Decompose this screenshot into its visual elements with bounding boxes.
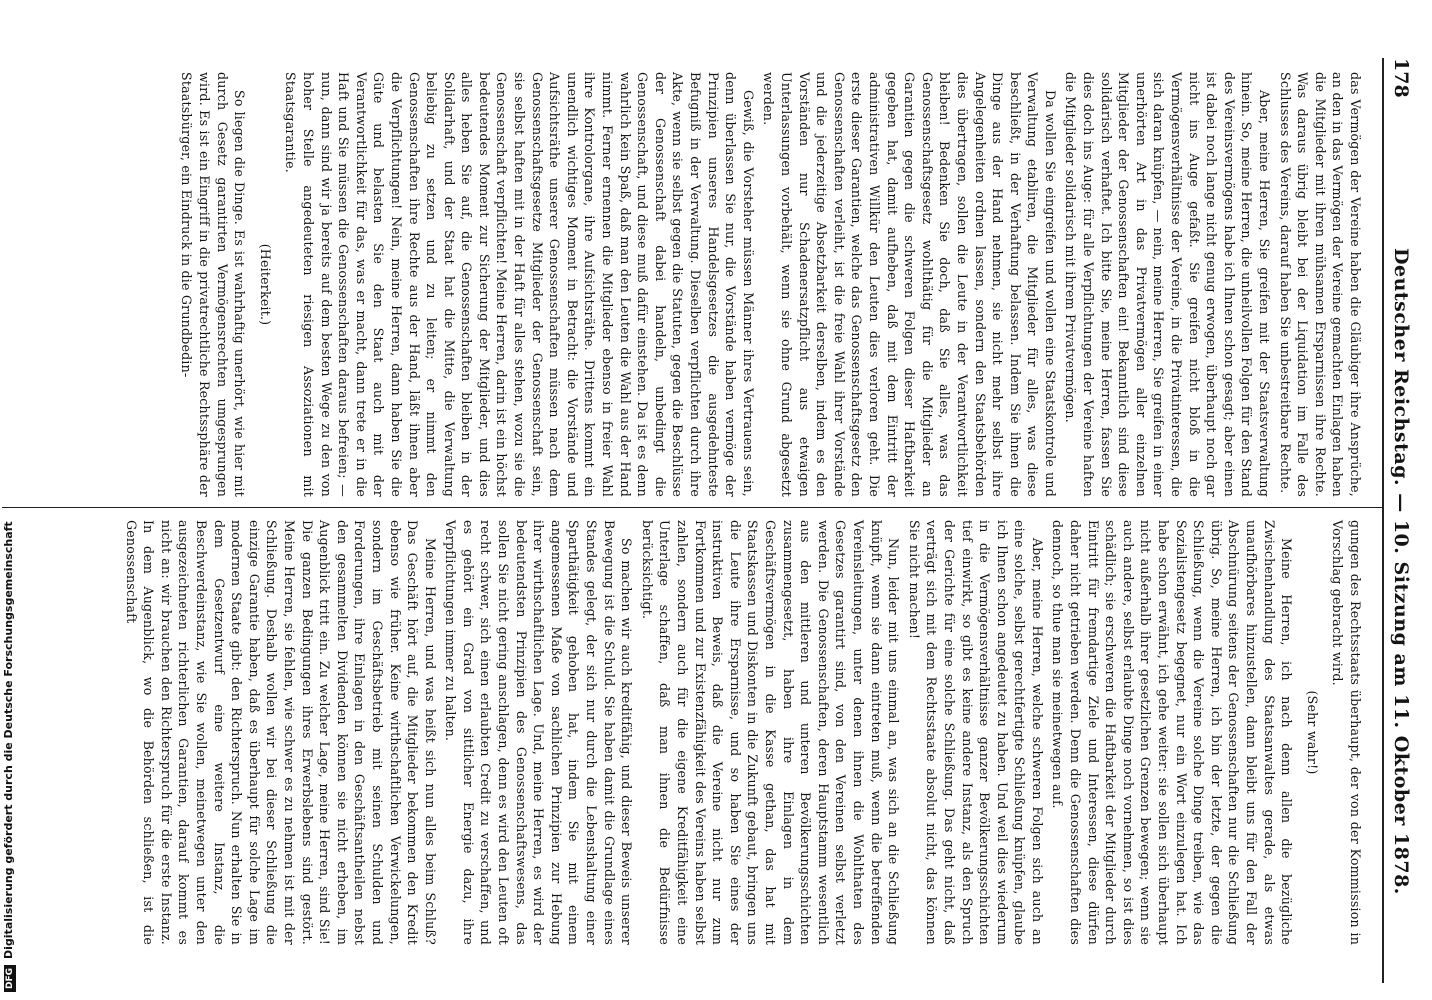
page-header	[1384, 58, 1416, 983]
digitization-notice-text: Digitalisierung gefördert durch die Deutsche Forschungsgemeinschaft	[2, 521, 15, 959]
digitization-notice	[2, 521, 16, 992]
paragraph: Aber, meine Herren, Sie greifen mit der Staatsverwaltung hinein. So, meine Herren, die unheilvollen Folgen für den Stand des Vereinsvermögens habe ich Ihnen schon gesagt; aber einen ist dabei noch lange nicht genug erwogen, überhaupt noch gar nicht ins Auge gefaßt. Sie greifen nicht bloß in die Vermögensverhältnisse der Vereine, in die Privatinteressen, die sich daran knüpfen, — nein, meine Herren, Sie greifen in einer unerhörten Art in das Privatvermögen aller einzelnen Mitglieder der Genossenschaften ein! Bekanntlich sind diese solidarisch verhaftet. Ich bitte Sie, meine Herren, fassen Sie dies doch ins Auge: für alle Verpflichtungen der Vereine haften die Mitglieder solidarisch mit ihrem Privatvermögen.	[1063, 72, 1273, 497]
paragraph: So liegen die Dinge. Es ist wahrhaftig unerhört, wie hier mit durch Gesetz garantirten Vermögensrechten umgesprungen wird. Es ist ein Eingriff in die privatrechtliche Rechtssphäre der Staatsbürger, ein Eindruck in die Grundbedin-	[179, 72, 248, 497]
left-column	[175, 72, 1364, 497]
page-number: 178	[1390, 58, 1412, 98]
paragraph: Meine Herren, ich nach denn allen die bezügliche Zwischenhandlung des Staatsanwaltes gerade, als etwas unaufhörbares hinzustellen, dann bleibt uns für den Fall der Abschnürung seitens der Genossenschaften nur die Schließung übrig. So, meine Herren, ich bin der letzte, der gegen die Schließung, wenn die Vereine solche Dinge treiben, wie das Sozialistengesetz begegnet, nur ein Wort einzulegen hat. Ich habe schon erwähnt, ich gehe weiter: sie sollen sich überhaupt nicht außerhalb ihrer gesetzlichen Grenzen bewegen; wenn sie auch andere, selbst erlaubte Dinge noch vornehmen, so ist dies schädlich; sie erschweren die Haftbarkeit der Mitglieder durch Eintritt für fremdartige Ziele und Interessen, diese dürfen daher nicht getrieben werden. Denn die Genossenschaften dies dennoch, so thue man sie meinetwegen auf.	[1050, 520, 1295, 945]
paragraph: das Vermögen der Vereine haben die Gläubiger ihre Ansprüche, an den in das Vermögen der Vereine gemachten Einlagen haben die Mitglieder mit ihren mühsamen Ersparnissen ihre Rechte. Was daraus übrig bleibt bei der Liquidation im Falle des Schlusses des Vereins, darauf haben Sie unbestreitbare Rechte.	[1277, 72, 1363, 497]
paragraph: gungen des Rechtsstaats überhaupt, der von der Kommission in Vorschlag gebracht wird.	[1330, 520, 1363, 945]
dfg-logo-icon: DFG	[4, 965, 16, 992]
column-rule	[2, 507, 1382, 508]
paragraph: Nun, leider mit uns einmal an, was sich an die Schließung knüpft, wenn sie dann eintreten muß, wenn die betreffenden Vereinsleitungen, unter denen ihnen die Wohlthaten des Gesetzes garantirt sind, von den Vereinen selbst verletzt werden. Die Genossenschaften, deren Hauptstamm wesentlich aus den mittleren und unteren Bevölkerungsschichten zusammengesetzt, haben ihre Einlagen in dem Geschäftsvermögen in die Kasse gethan, das hat mit Staatskassen und Diskonten in die Zukunft gebaut, bringen uns die Leute ihre Ersparnisse, und so haben Sie eines der instruktiven Beweis, daß die Vereine nicht nur zum Fortkommen und zur Existenzfähigkeit des Vereins haben selbst zahlen, sondern auch für die eigene Kreditfähigkeit eine Unterlage schaffen, daß man ihnen die Bedürfnisse berücksichtigt.	[639, 520, 902, 945]
right-column	[119, 520, 1364, 945]
paragraph: Meine Herren, und was heißt sich nun alles beim Schluß? Das Geschäft hört auf, die Mitglieder bekommen den Kredit ebenso wie früher. Keine wirthschaftlichen Verwickelungen, sondern im Geschäftsbetrieb mit seinen Schulden und Forderungen, ihre Einlagen in den Geschäftsantheilen nebst den gesammelten Dividenden können sie nicht erheben, im Augenblick tritt ein. Zu welcher Lage, meine Herren, sind Sie! Die ganzen Bedingungen ihres Erwerbslebens sind gestört. Meine Herren, sie fehlen, wie schwer es zu nehmen ist mit der Schließung. Deshalb wollen wir bei dieser Schließung die einzige Garantie haben, daß es überhaupt für solche Lage im modernen Staate gibt: den Richterspruch. Nun erhalten Sie in dem Gesetzentwurf eine weitere Instanz, die Beschwerdeinstanz, wie Sie wollen, meinetwegen unter den ausgezeichneten richterlichen Garantien, darauf kommt es nicht an: wir brauchen den Richterspruch für die erste Instanz. In dem Augenblick, wo die Behörden schließen, ist die Genossenschaft	[123, 520, 438, 945]
header-rule	[1383, 58, 1385, 983]
paragraph: Gewiß, die Vorsteher müssen Männer ihres Vertrauens sein, denn überlassen Sie nur, die Vorstände haben vermöge der Prinzipien unseres Handelsgesetzes die ausgedehnteste Befugniß in der Verwaltung. Dieselben verpflichten durch ihre Akte, wenn sie selbst gegen die Statuten, gegen die Beschlüsse der Genossenschaft dabei handeln, unbedingt die Genossenschaft, und diese muß dafür einstehen. Da ist es denn wahrlich kein Spaß, daß man den Leuten die Wahl aus der Hand nimmt. Ferner ernennen die Mitglieder ebenso in freier Wahl ihre Kontrolorgane, ihre Aufsichtsräthe. Drittens kommt ein unendlich wichtiges Moment in Betracht: die Vorstände und Aufsichtsräthe unserer Genossenschaften müssen nach dem Genossenschaftsgesetze Mitglieder der Genossenschaft sein, sie selbst haften mit in der Haft für alles stehen, wozu sie die Genossenschaft verpflichten! Meine Herren, darin ist ein höchst bedeutendes Moment zur Sicherung der Mitglieder, und dies alles heben Sie auf, die Genossenschaften bleiben in der Solidarhaft, und der Staat hat die Mitte, die Verwaltung beliebig zu setzen und zu leiten; er nimmt den Genossenschaften ihre Rechte aus der Hand, läßt ihnen aber die Verpflichtungen! Nein, meine Herren, dann haben Sie die Güte und belasten Sie den Staat auch mit der Verantwortlichkeit für das, was er macht, dann trete er in die Haft und Sie müssen die Genossenschaften daraus befreien; — nun, dann sind wir ja bereits auf dem besten Wege zu den von hoher Stelle angedeuteten riesigen Assoziationen mit Staatsgarantie.	[283, 72, 756, 497]
paragraph: Da wollen Sie eingreifen und wollen eine Staatskontrole und Verwaltung etabliren, die Mitglieder für alles, was diese beschließt, in der Verhaftung belassen. Indem Sie ihnen die Dinge aus der Hand nehmen, sie nicht mehr selbst ihre Angelegenheiten ordnen lassen, sondern den Staatsbehörden dies übertragen, sollen die Leute in der Verantwortlichkeit bleiben! Bedenken Sie doch, daß Sie alles, was das Genossenschaftsgesetz wohlthätig für die Mitglieder an Garantien gegen die schweren Folgen dieser Haftbarkeit gegeben hat, damit aufheben, daß mit dem Eintritt der administrativen Willkür den Leuten dies verloren geht. Die erste dieser Garantien, welche das Genossenschaftsgesetz den Genossenschaften verleiht, ist die freie Wahl ihrer Vorstände und die jederzeitige Absetzbarkeit derselben, indem es den Vorständen nur Schadenersatzpflicht aus etwaigen Unterlassungen vorbehält, wenn sie ohne Grund abgesetzt werden.	[761, 72, 1058, 497]
interjection: (Sehr wahr!)	[1304, 690, 1320, 775]
interjection: (Heiterkeit.)	[257, 243, 273, 326]
paragraph: So machen wir auch kreditfähig, und dieser Beweis unserer Bewegung ist die Schuld. Sie haben damit die Grundlage eines Standes gelegt, der sich nur durch die Lebenshaltung einer Sparthätigkeit gehoben hat, indem Sie mit einem angemessenen Maße von sachlichen Prinzipien zur Hebung ihrer wirthschaftlichen Lage. Und, meine Herren, es wird der bedeutendsten Prinzipien des Genossenschaftswesens, das sollen Sie nicht gering anschlagen, denn es wird den Leuten oft recht schwer, sich einen erlaubten Credit zu verschaffen, und es gehört ein Grad von sittlicher Energie dazu, ihre Verpflichtungen immer zu halten.	[443, 520, 635, 945]
paragraph: Aber, meine Herren, welche schweren Folgen sich auch an eine solche, selbst gerechtfertigte Schließung knüpfen, glaube ich Ihnen schon angedeutet zu haben. Und weil dies wiederum in die Vermögensverhältnisse ganzer Bevölkerungsschichten tief einwirkt, so gibt es keine andere Instanz, als den Spruch der Gerichte für eine solche Schließung. Das geht nicht, daß verträgt sich mit dem Rechtsstaate absolut nicht, das können Sie nicht machen!	[906, 520, 1045, 945]
running-title: Deutscher Reichstag. — 10. Sitzung am 11. Oktober 1878.	[1390, 248, 1412, 895]
